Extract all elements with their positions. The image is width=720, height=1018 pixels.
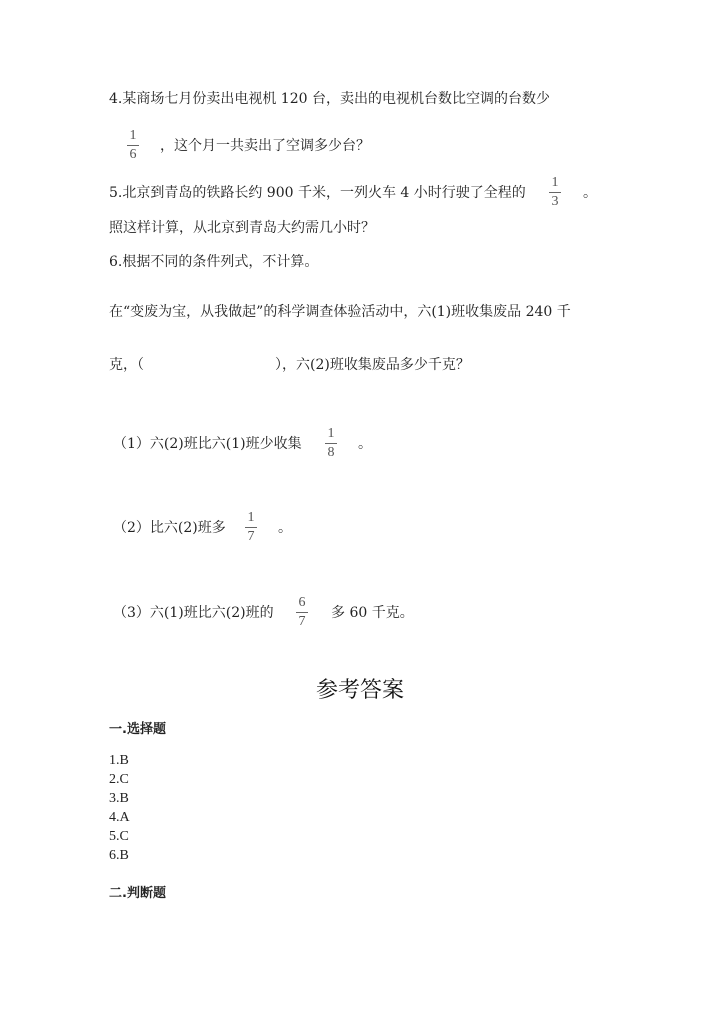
answer-item: 1.B (109, 753, 129, 768)
sub3-fraction-numerator: 6 (298, 595, 306, 610)
q6-sub1-text: （1）六(2)班比六(1)班少收集 (113, 436, 302, 452)
q5-fraction (549, 175, 561, 210)
q6-sub2-end: 。 (278, 520, 292, 536)
section-choice-heading: 一.选择题 (109, 722, 166, 737)
q6-sub1-end: 。 (358, 436, 372, 452)
answer-item: 5.C (109, 829, 129, 844)
q6-sub3-fraction (296, 595, 308, 630)
q6-sub3-end: 多 60 千克。 (331, 605, 414, 621)
q4-text-line1: 4.某商场七月份卖出电视机 120 台，卖出的电视机台数比空调的台数少 (109, 91, 550, 107)
sub1-fraction-denominator: 8 (327, 445, 335, 460)
q6-title: 6.根据不同的条件列式，不计算。 (109, 254, 319, 270)
fraction-bar (245, 527, 257, 528)
fraction-bar (127, 145, 139, 146)
section-judge-heading: 二.判断题 (109, 886, 166, 901)
answer-item: 3.B (109, 791, 129, 806)
q6-stem-line1: 在“变废为宝，从我做起”的科学调查体验活动中，六(1)班收集废品 240 千 (109, 304, 571, 320)
q6-sub3-text: （3）六(1)班比六(2)班的 (113, 605, 274, 621)
sub3-fraction-denominator: 7 (298, 614, 306, 629)
q4-text-line2: ，这个月一共卖出了空调多少台？ (160, 138, 370, 154)
q5-fraction-denominator: 3 (551, 194, 559, 209)
q6-sub1-fraction (325, 426, 337, 461)
q6-sub2-fraction (245, 510, 257, 545)
q6-sub2-text: （2）比六(2)班多 (113, 520, 226, 536)
sub2-fraction-numerator: 1 (247, 510, 255, 525)
q4-fraction-denominator: 6 (129, 147, 137, 162)
sub2-fraction-denominator: 7 (247, 529, 255, 544)
q4-fraction (127, 128, 139, 163)
q6-stem-line2-start: 克，（ (109, 357, 144, 373)
answer-item: 4.A (109, 810, 130, 825)
fraction-bar (296, 612, 308, 613)
fraction-bar (325, 443, 337, 444)
sub1-fraction-numerator: 1 (327, 426, 335, 441)
q4-fraction-numerator: 1 (129, 128, 137, 143)
answer-item: 6.B (109, 848, 129, 863)
q5-period: 。 (583, 185, 597, 201)
q5-text-line2: 照这样计算，从北京到青岛大约需几小时？ (109, 220, 375, 236)
fraction-bar (549, 192, 561, 193)
q6-stem-line2-end: ），六(2)班收集废品多少千克？ (275, 357, 470, 373)
answer-item: 2.C (109, 772, 129, 787)
answer-title: 参考答案 (315, 678, 404, 703)
answer-list (109, 751, 130, 865)
q5-fraction-numerator: 1 (551, 175, 559, 190)
q5-text-line1: 5.北京到青岛的铁路长约 900 千米，一列火车 4 小时行驶了全程的 (109, 185, 526, 201)
